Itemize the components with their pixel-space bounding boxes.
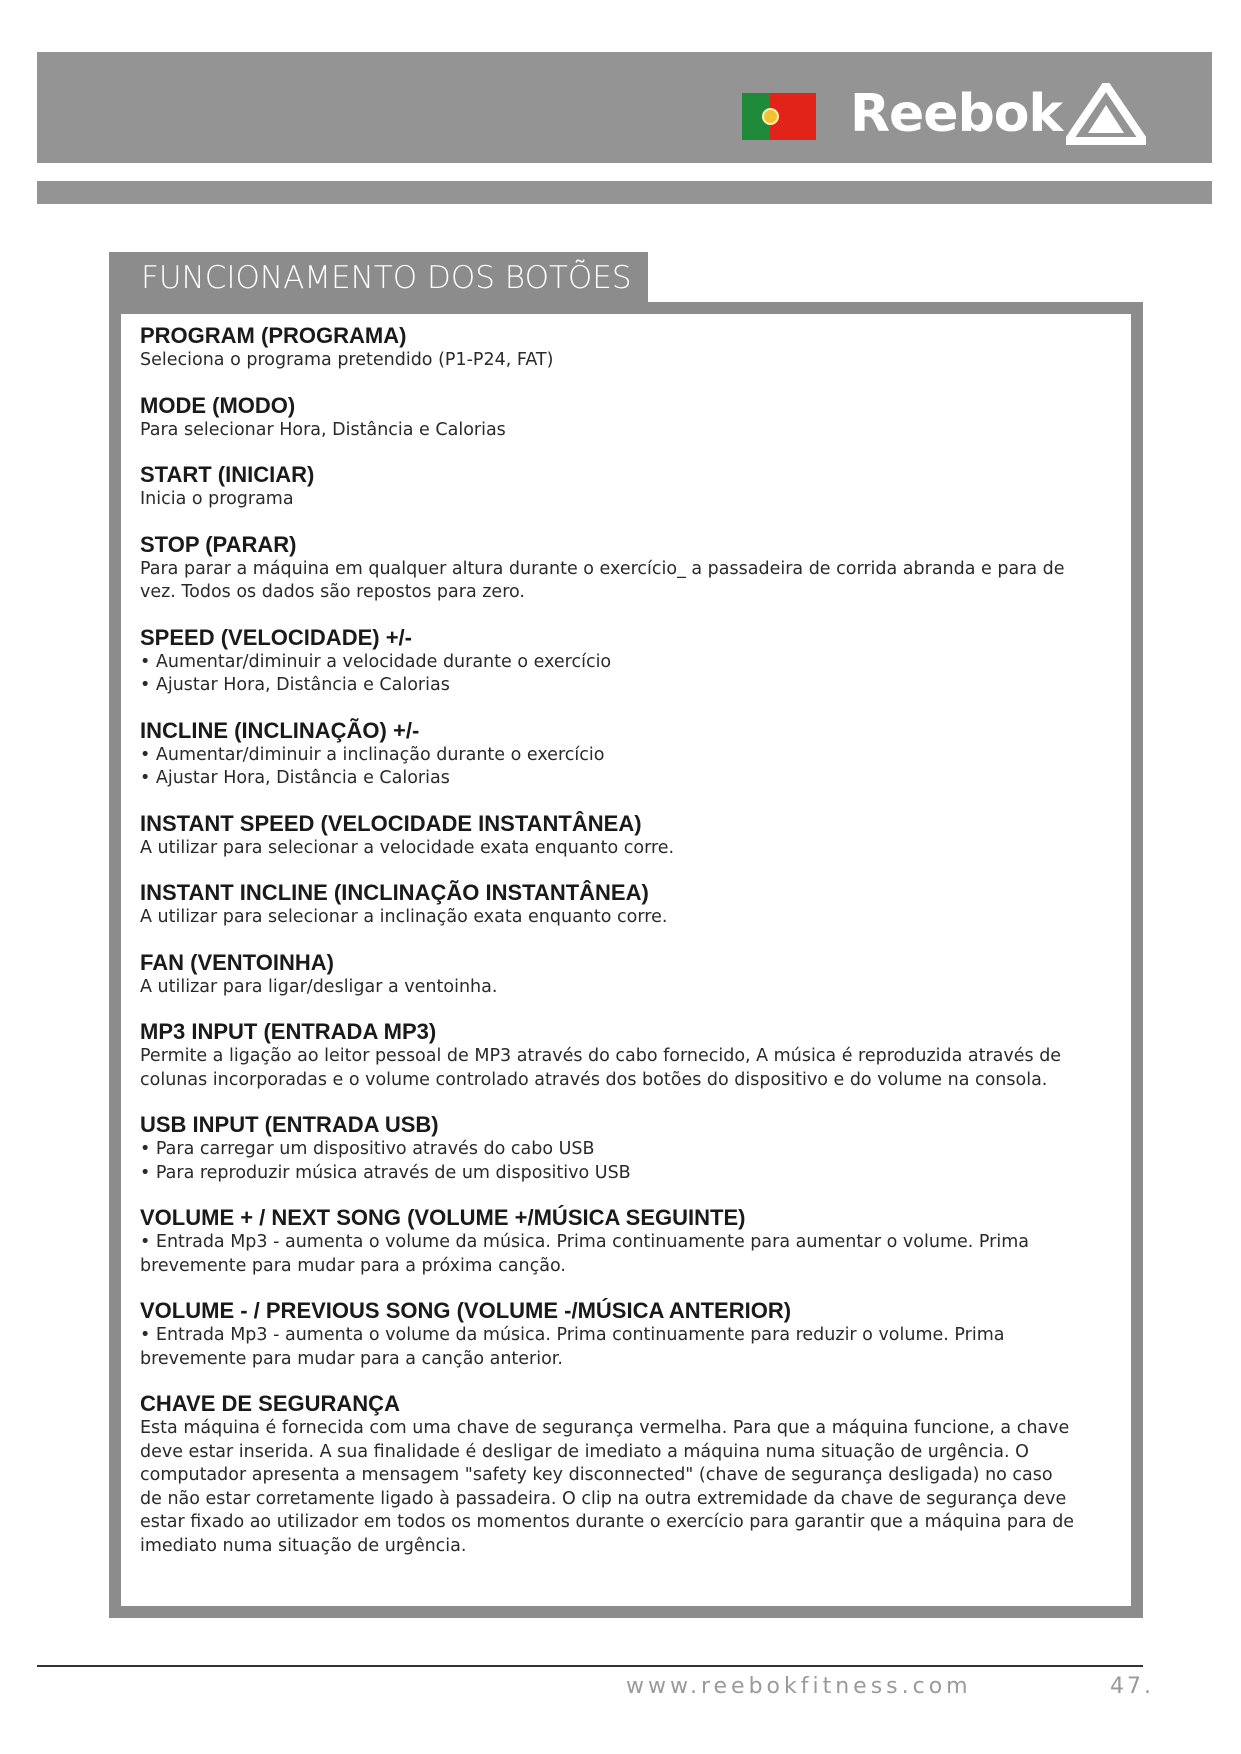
button-description-item (140, 393, 1130, 443)
button-description-item (140, 880, 1130, 930)
item-title: USB INPUT (ENTRADA USB) (140, 1112, 439, 1137)
item-description-line: • Para carregar um dispositivo através do cabo USB (140, 1139, 595, 1159)
item-description-line: A utilizar para ligar/desligar a ventoinha. (140, 976, 498, 997)
item-description-line: • Entrada Mp3 - aumenta o volume da música. Prima continuamente para aumentar o volume. Prima (140, 1232, 1029, 1252)
section-tab (109, 252, 648, 304)
button-description-item (140, 1112, 1130, 1185)
item-description-line: Esta máquina é fornecida com uma chave de segurança vermelha. Para que a máquina funcione, a chave (140, 1418, 1070, 1438)
button-description-item (140, 1205, 1130, 1278)
item-description-line: imediato numa situação de urgência. (140, 1535, 467, 1556)
button-description-item (140, 811, 1130, 861)
item-description-line: Seleciona o programa pretendido (P1-P24, FAT) (140, 350, 554, 370)
item-description-line: • Aumentar/diminuir a velocidade durante o exercício (140, 651, 612, 672)
item-description-line: • Para reproduzir música através de um dispositivo USB (140, 1162, 631, 1183)
reebok-logo (850, 78, 1146, 150)
item-description-line: A utilizar para selecionar a velocidade exata enquanto corre. (140, 837, 675, 858)
item-title: VOLUME - / PREVIOUS SONG (VOLUME -/MÚSICA ANTERIOR) (140, 1298, 792, 1323)
item-description-line: vez. Todos os dados são repostos para zero. (140, 582, 525, 602)
item-title: FAN (VENTOINHA) (140, 949, 334, 975)
item-description-line: estar fixado ao utilizador em todos os momentos durante o exercício para garantir que a máquina para de (140, 1512, 1075, 1532)
brand-wordmark: Reebok (850, 84, 1063, 144)
item-description-line: de não estar corretamente ligado à passadeira. O clip na outra extremidade da chave de segurança deve (140, 1488, 1067, 1509)
item-title: CHAVE DE SEGURANÇA (140, 1391, 400, 1416)
item-description-line: Permite a ligação ao leitor pessoal de MP3 através do cabo fornecido, A música é reproduzida através de (140, 1046, 1062, 1066)
item-description-line: • Ajustar Hora, Distância e Calorias (140, 675, 450, 695)
subheader-bar (37, 181, 1212, 204)
page-number: 47. (1110, 1674, 1154, 1699)
item-description-line: brevemente para mudar para a próxima canção. (140, 1255, 566, 1276)
item-description-line: Para selecionar Hora, Distância e Calorias (140, 419, 506, 440)
item-title: INCLINE (INCLINAÇÃO) +/- (140, 717, 420, 743)
button-description-item (140, 950, 1130, 1000)
footer-url: www.reebokfitness.com (626, 1674, 972, 1699)
portugal-flag-icon (742, 93, 816, 140)
button-description-item (140, 718, 1130, 791)
item-title: MODE (MODO) (140, 392, 296, 418)
item-description-line: • Ajustar Hora, Distância e Calorias (140, 768, 450, 788)
button-description-item (140, 1019, 1130, 1092)
section-title: FUNCIONAMENTO DOS BOTÕES (141, 260, 632, 296)
item-title: PROGRAM (PROGRAMA) (140, 323, 407, 348)
button-description-item (140, 462, 1130, 512)
footer-divider (37, 1665, 1143, 1667)
reebok-delta-icon (1066, 83, 1146, 145)
item-description-line: Para parar a máquina em qualquer altura durante o exercício_ a passadeira de corrida abranda e para de (140, 558, 1065, 579)
button-description-item (140, 1391, 1130, 1558)
item-description-line: colunas incorporadas e o volume controlado através dos botões do dispositivo e do volume na consola. (140, 1069, 1048, 1090)
item-description-line: deve estar inserida. A sua finalidade é desligar de imediato a máquina numa situação de urgência. O (140, 1441, 1029, 1462)
item-title: STOP (PARAR) (140, 531, 297, 557)
item-description-line: computador apresenta a mensagem "safety key disconnected" (chave de segurança desligada) no caso (140, 1465, 1053, 1485)
button-description-item (140, 532, 1130, 605)
button-description-item (140, 323, 1130, 373)
item-description-line: A utilizar para selecionar a inclinação exata enquanto corre. (140, 907, 668, 927)
item-title: MP3 INPUT (ENTRADA MP3) (140, 1019, 437, 1044)
item-title: START (INICIAR) (140, 462, 315, 487)
item-title: INSTANT SPEED (VELOCIDADE INSTANTÂNEA) (140, 810, 642, 836)
item-description-line: brevemente para mudar para a canção anterior. (140, 1348, 563, 1369)
button-description-item (140, 625, 1130, 698)
button-description-item (140, 1298, 1130, 1371)
item-description-line: • Aumentar/diminuir a inclinação durante o exercício (140, 744, 605, 765)
button-function-list (140, 323, 1130, 1578)
item-description-line: Inicia o programa (140, 489, 294, 509)
item-description-line: • Entrada Mp3 - aumenta o volume da música. Prima continuamente para reduzir o volume. Prima (140, 1325, 1005, 1345)
item-title: INSTANT INCLINE (INCLINAÇÃO INSTANTÂNEA) (140, 880, 649, 905)
item-title: VOLUME + / NEXT SONG (VOLUME +/MÚSICA SEGUINTE) (140, 1205, 746, 1230)
item-title: SPEED (VELOCIDADE) +/- (140, 624, 412, 650)
